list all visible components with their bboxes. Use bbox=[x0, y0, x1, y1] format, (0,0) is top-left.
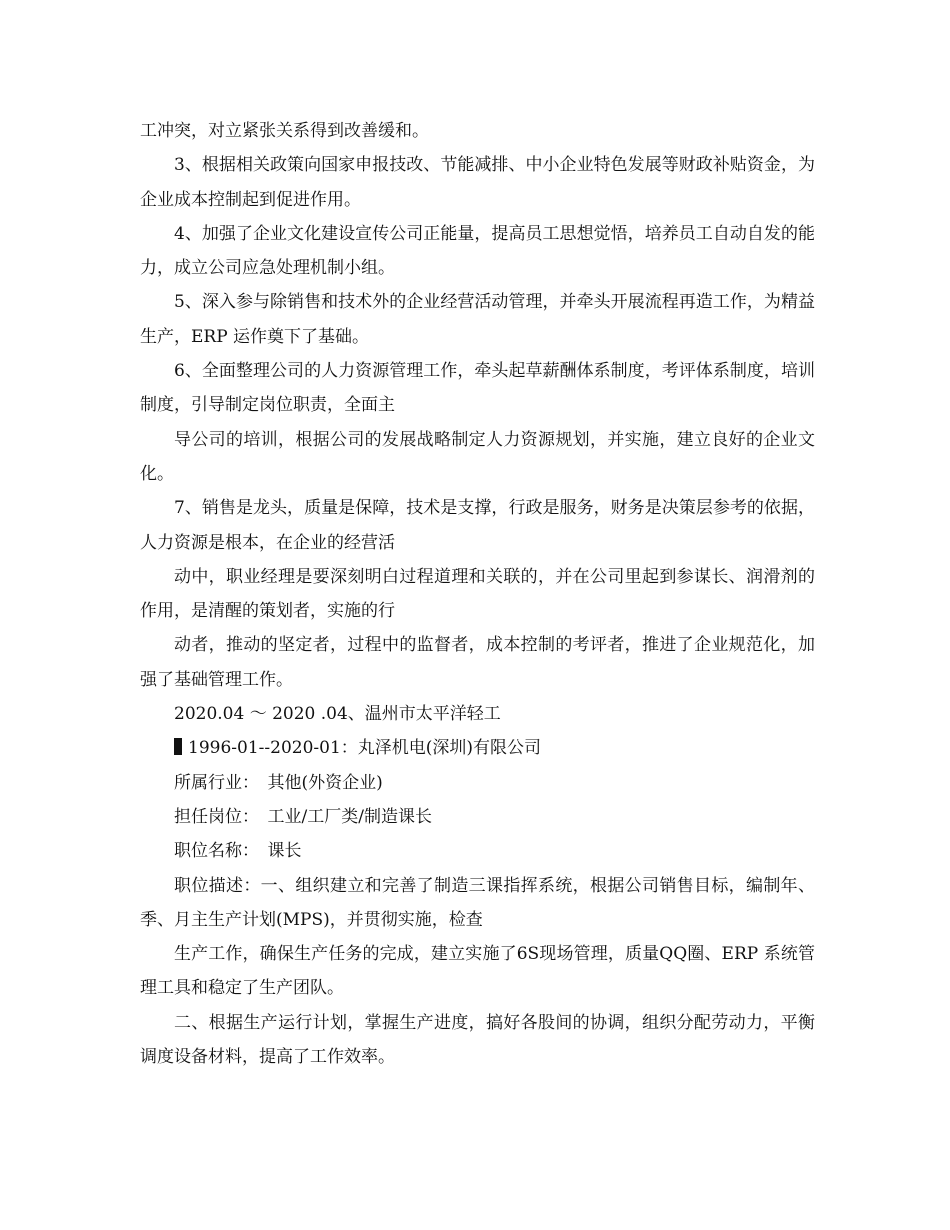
paragraph: 3、根据相关政策向国家申报技改、节能减排、中小企业特色发展等财政补贴资金，为企业成本控制起到促进作用。 bbox=[140, 155, 815, 210]
industry-line: 所属行业： 其他(外资企业) bbox=[174, 772, 383, 793]
employer-text: 1996-01--2020-01：丸泽机电(深圳)有限公司 bbox=[188, 738, 542, 759]
employer-line bbox=[140, 731, 815, 765]
work-period-line: 2020.04 ～ 2020 .04、温州市太平洋轻工 bbox=[174, 704, 501, 725]
document-body bbox=[140, 114, 815, 1074]
paragraph: 4、加强了企业文化建设宣传公司正能量，提高员工思想觉悟，培养员工自动自发的能力，成立公司应急处理机制小组。 bbox=[140, 223, 815, 279]
paragraph: 工冲突，对立紧张关系得到改善缓和。 bbox=[140, 121, 429, 141]
paragraph: 导公司的培训，根据公司的发展战略制定人力资源规划，并实施，建立良好的企业文化。 bbox=[140, 429, 815, 484]
paragraph: 6、全面整理公司的人力资源管理工作，牵头起草薪酬体系制度，考评体系制度，培训制度，引导制定岗位职责，全面主 bbox=[140, 361, 815, 416]
paragraph: 7、销售是龙头，质量是保障，技术是支撑，行政是服务，财务是决策层参考的依据，人力资源是根本，在企业的经营活 bbox=[140, 498, 815, 553]
job-title-line: 职位名称： 课长 bbox=[174, 841, 302, 862]
bullet-marker-icon bbox=[174, 738, 182, 755]
job-description-paragraph: 职位描述：一、组织建立和完善了制造三课指挥系统，根据公司销售目标，编制年、季、月主生产计划(MPS)，并贯彻实施，检查 bbox=[140, 875, 815, 930]
paragraph: 5、深入参与除销售和技术外的企业经营活动管理，并牵头开展流程再造工作，为精益生产，ERP 运作奠下了基础。 bbox=[140, 292, 815, 347]
paragraph: 二、根据生产运行计划，掌握生产进度，搞好各股间的协调，组织分配劳动力，平衡调度设备材料，提高了工作效率。 bbox=[140, 1012, 815, 1068]
paragraph: 动中，职业经理是要深刻明白过程道理和关联的，并在公司里起到参谋长、润滑剂的作用，是清醒的策划者，实施的行 bbox=[140, 566, 815, 622]
position-line: 担任岗位： 工业/工厂类/制造课长 bbox=[174, 806, 432, 827]
paragraph: 动者，推动的坚定者，过程中的监督者，成本控制的考评者，推进了企业规范化，加强了基础管理工作。 bbox=[140, 635, 815, 690]
paragraph: 生产工作，确保生产任务的完成，建立实施了6S现场管理，质量QQ圈、ERP 系统管理工具和稳定了生产团队。 bbox=[140, 944, 815, 999]
